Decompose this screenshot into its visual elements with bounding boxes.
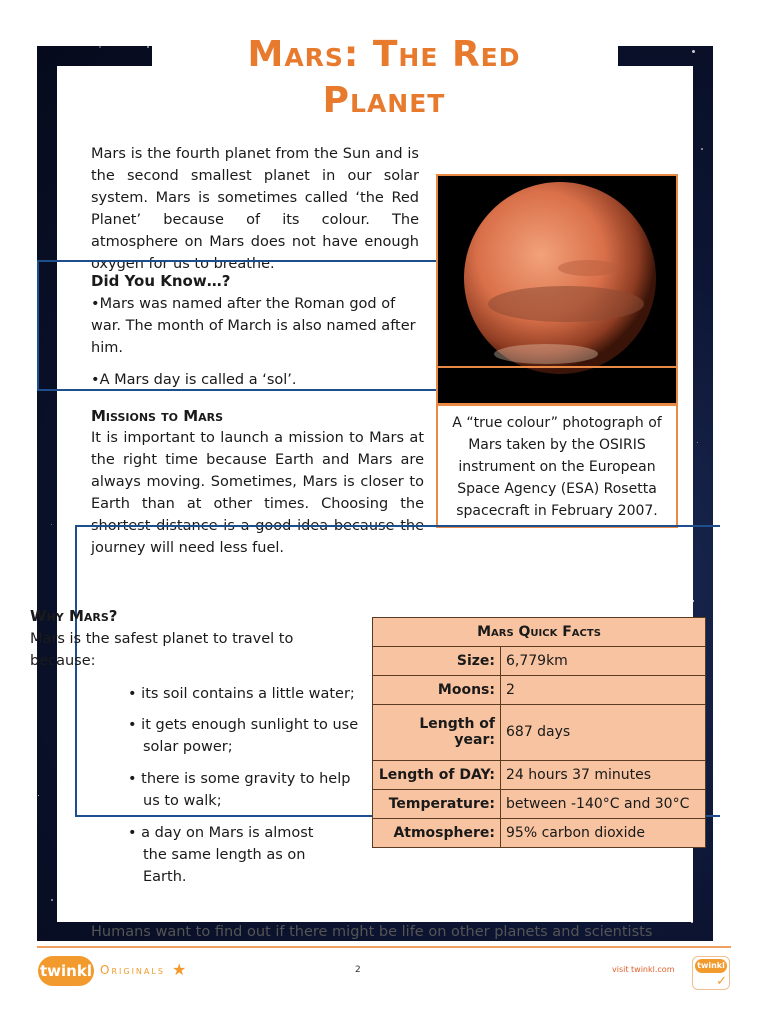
fact-value: 2 (501, 675, 706, 704)
originals-label: Originals (100, 963, 165, 977)
quick-facts-heading: Mars Quick Facts (373, 618, 706, 647)
list-item: • there is some gravity to help us to walk; (128, 771, 351, 809)
fact-label: Length of year: (373, 704, 501, 760)
quick-facts-table (372, 617, 706, 848)
bullet-icon: • (91, 296, 100, 312)
bullet-icon: • (128, 771, 142, 787)
list-item: • it gets enough sunlight to use solar power; (128, 717, 359, 755)
fact-label: Length of DAY: (373, 761, 501, 790)
star-dot (51, 524, 52, 525)
list-item: • a day on Mars is almost the same length as on Earth. (128, 825, 314, 885)
mars-planet-icon (438, 176, 678, 405)
did-you-know-heading: Did You Know…? (91, 272, 231, 290)
fact-label: Temperature: (373, 790, 501, 819)
star-dot (38, 795, 39, 796)
fact-label: Size: (373, 646, 501, 675)
table-row (373, 790, 706, 819)
check-icon: ✓ (716, 974, 727, 989)
photo-divider (436, 366, 678, 368)
bullet-icon: • (91, 372, 100, 388)
page-number: 2 (355, 965, 361, 975)
table-row (373, 704, 706, 760)
page-title (0, 32, 768, 124)
twinkl-badge (692, 956, 730, 990)
fact-value: 24 hours 37 minutes (501, 761, 706, 790)
cutoff-paragraph: Humans want to find out if there might be life on other planets and scientists (91, 924, 653, 940)
title-line-1: Mars: The Red (247, 34, 521, 75)
star-icon: ★ (172, 960, 187, 979)
star-dot (51, 899, 53, 901)
title-line-2: Planet (322, 80, 446, 121)
missions-heading: Missions to Mars (91, 407, 224, 425)
fact-value: 687 days (501, 704, 706, 760)
mars-photo (436, 174, 678, 405)
twinkl-logo: twinkl (38, 956, 94, 986)
badge-logo: twinkl (695, 959, 727, 973)
bullet-icon: • (128, 825, 142, 841)
star-dot (701, 148, 703, 150)
list-item: •Mars was named after the Roman god of war. The month of March is also named after him. (91, 296, 416, 356)
footer-divider (37, 946, 731, 948)
why-mars-intro: Mars is the safest planet to travel to because: (30, 631, 294, 669)
visit-link[interactable]: visit twinkl.com (612, 965, 675, 974)
missions-paragraph: It is important to launch a mission to Mars at the right time because Earth and Mars are always moving. Sometimes, Mars is closer to Earth than at other times. Choosing the shortest distance is a good idea because the journey will need less fuel. (91, 430, 424, 556)
list-item: • its soil contains a little water; (128, 686, 355, 702)
fact-value: between -140°C and 30°C (501, 790, 706, 819)
why-mars-heading: Why Mars? (30, 607, 118, 625)
fact-label: Atmosphere: (373, 818, 501, 847)
table-row (373, 818, 706, 847)
table-row (373, 618, 706, 647)
table-row (373, 761, 706, 790)
photo-caption: A “true colour” photograph of Mars taken by the OSIRIS instrument on the European Space Agency (ESA) Rosetta spacecraft in February 2007. (436, 404, 678, 528)
bullet-icon: • (128, 717, 142, 733)
bullet-icon: • (128, 686, 142, 702)
fact-label: Moons: (373, 675, 501, 704)
table-row (373, 646, 706, 675)
fact-value: 6,779km (501, 646, 706, 675)
fact-value: 95% carbon dioxide (501, 818, 706, 847)
list-item: •A Mars day is called a ‘sol’. (91, 372, 297, 388)
table-row (373, 675, 706, 704)
intro-paragraph: Mars is the fourth planet from the Sun and is the second smallest planet in our solar system. Mars is sometimes called ‘the Red Planet’ because of its colour. The atmosphere on Mars does not have enough oxygen for us to breathe. (91, 143, 674, 285)
star-dot (697, 442, 698, 443)
